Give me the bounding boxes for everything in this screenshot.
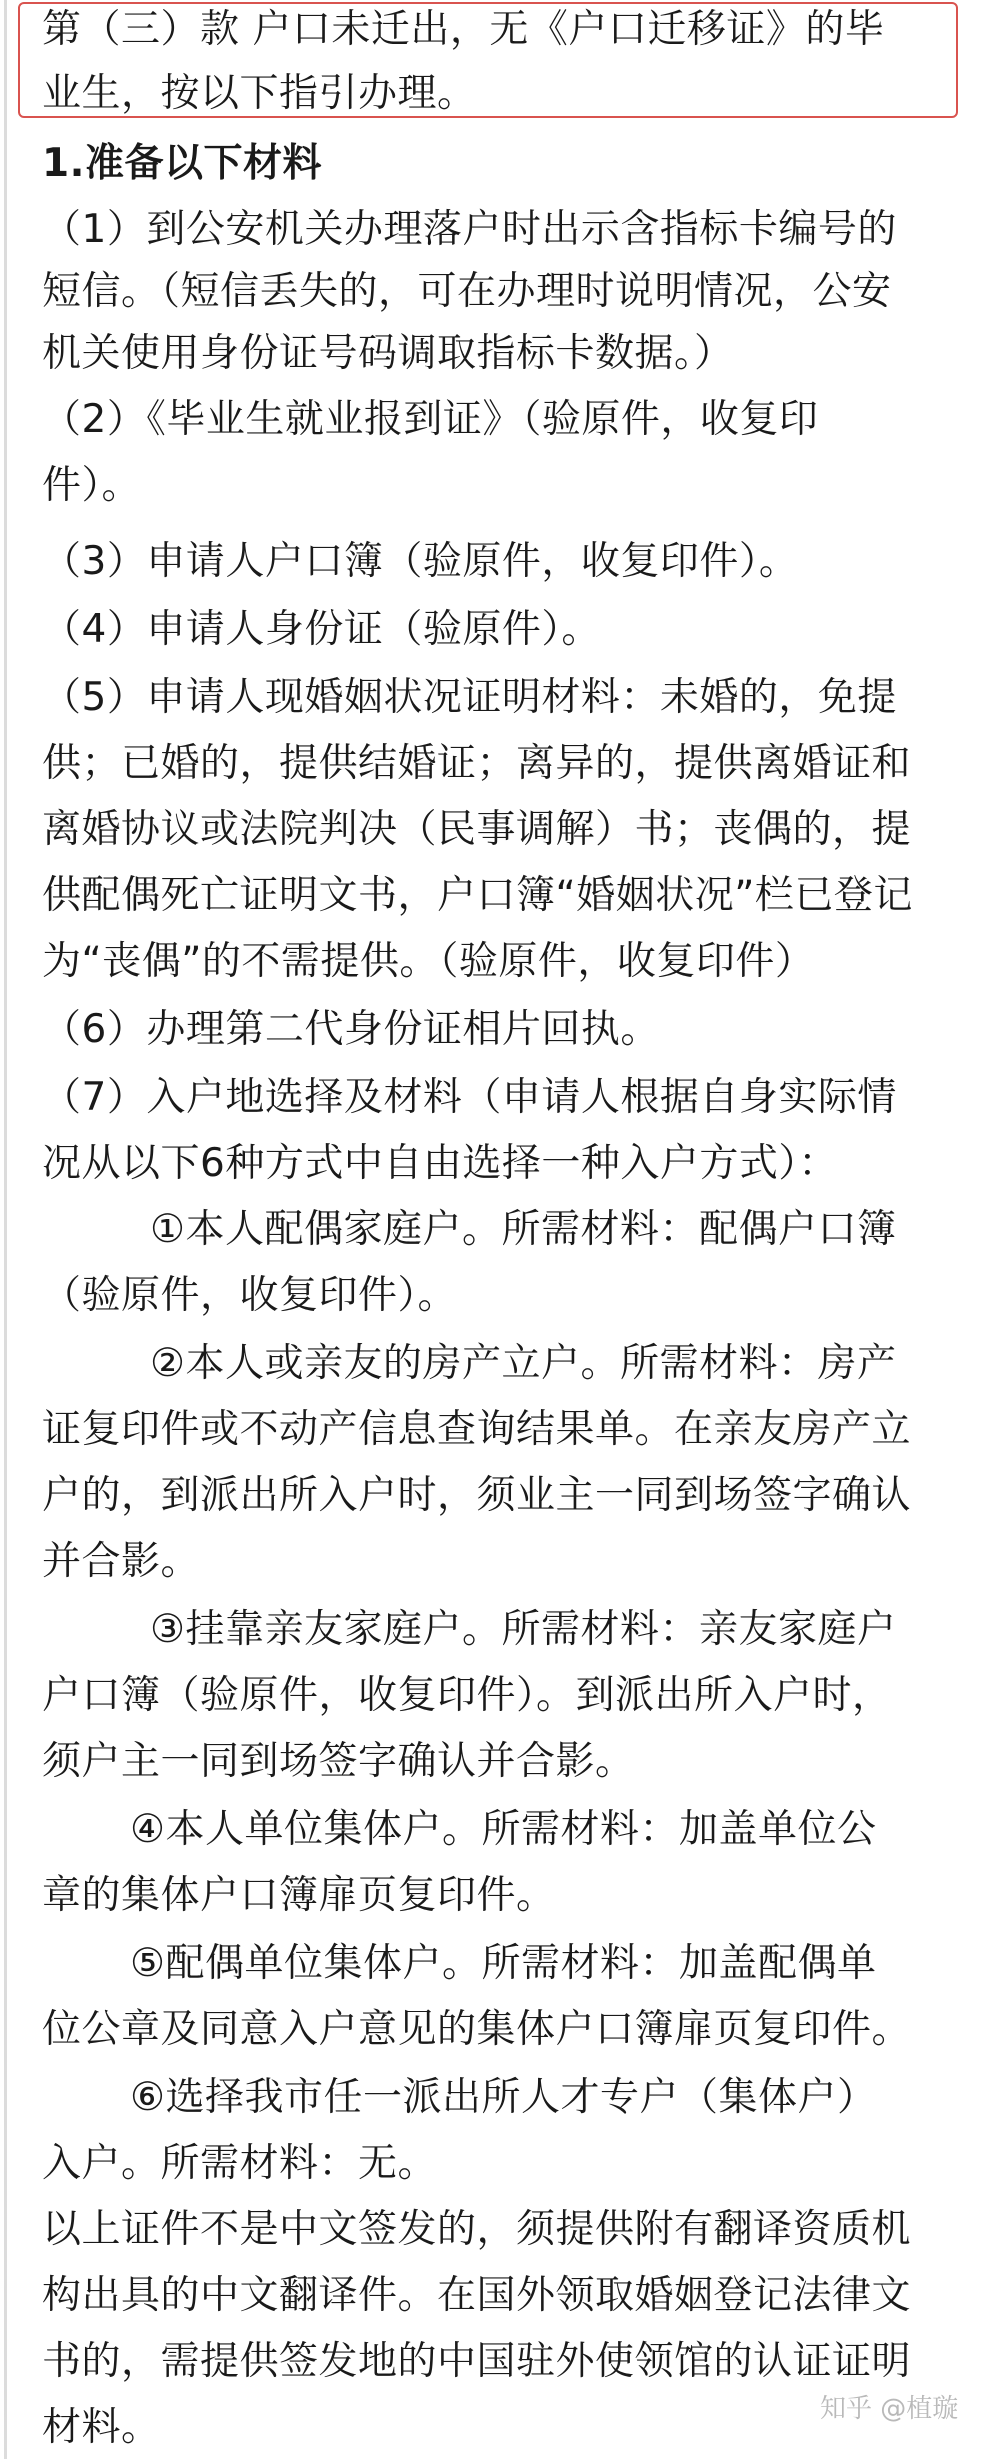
option-6-line-2: 入户。所需材料：无。 <box>42 2141 438 2186</box>
option-3-line-1: ③挂靠亲友家庭户。所需材料：亲友家庭户 <box>150 1607 897 1652</box>
option-3-line-2: 户口簿（验原件，收复印件）。到派出所入户时， <box>42 1673 892 1718</box>
footer-line-4: 材料。 <box>42 2405 161 2450</box>
option-2-line-1: ②本人或亲友的房产立户。所需材料：房产 <box>150 1341 897 1386</box>
option-1-line-1: ①本人配偶家庭户。所需材料：配偶户口簿 <box>150 1207 897 1252</box>
option-4-line-1: ④本人单位集体户。所需材料：加盖单位公 <box>130 1807 877 1852</box>
item-7-line-1: （7）入户地选择及材料（申请人根据自身实际情 <box>42 1075 897 1120</box>
section-title: 1.准备以下材料 <box>42 141 322 186</box>
source-watermark: 知乎 @植璇 <box>820 2394 959 2424</box>
option-6-line-1: ⑥选择我市任一派出所人才专户（集体户） <box>130 2075 877 2120</box>
option-1-line-2: （验原件，收复印件）。 <box>42 1273 458 1318</box>
item-1-line-3: 机关使用身份证号码调取指标卡数据。） <box>42 331 734 376</box>
option-4-line-2: 章的集体户口簿扉页复印件。 <box>42 1873 556 1918</box>
footer-line-2: 构出具的中文翻译件。在国外领取婚姻登记法律文 <box>42 2273 912 2318</box>
footer-line-3: 书的，需提供签发地的中国驻外使领馆的认证证明 <box>42 2339 912 2384</box>
footer-line-1: 以上证件不是中文签发的，须提供附有翻译资质机 <box>42 2207 912 2252</box>
item-5-line-5: 为“丧偶”的不需提供。（验原件，收复印件） <box>42 939 815 984</box>
heading-line-2: 业生，按以下指引办理。 <box>42 71 477 116</box>
item-5-line-2: 供；已婚的，提供结婚证；离异的，提供离婚证和 <box>42 741 912 786</box>
option-3-line-3: 须户主一同到场签字确认并合影。 <box>42 1739 635 1784</box>
item-4-line-1: （4）申请人身份证（验原件）。 <box>42 607 601 652</box>
option-2-line-2: 证复印件或不动产信息查询结果单。在亲友房产立 <box>42 1407 912 1452</box>
item-6-line-1: （6）办理第二代身份证相片回执。 <box>42 1007 660 1052</box>
option-2-line-4: 并合影。 <box>42 1539 201 1584</box>
item-1-line-1: （1）到公安机关办理落户时出示含指标卡编号的 <box>42 207 897 252</box>
item-5-line-4: 供配偶死亡证明文书，户口簿“婚姻状况”栏已登记 <box>42 873 913 918</box>
item-7-line-2: 况从以下6种方式中自由选择一种入户方式）： <box>42 1141 838 1186</box>
item-2-line-2: 件）。 <box>42 463 142 508</box>
option-2-line-3: 户的，到派出所入户时，须业主一同到场签字确认 <box>42 1473 912 1518</box>
item-5-line-3: 离婚协议或法院判决（民事调解）书；丧偶的，提 <box>42 807 912 852</box>
heading-line-1: 第（三）款 户口未迁出，无《户口迁移证》的毕 <box>42 7 885 52</box>
item-2-line-1: （2）《毕业生就业报到证》（验原件，收复印 <box>42 397 819 442</box>
option-5-line-2: 位公章及同意入户意见的集体户口簿扉页复印件。 <box>42 2007 912 2052</box>
option-5-line-1: ⑤配偶单位集体户。所需材料：加盖配偶单 <box>130 1941 877 1986</box>
item-5-line-1: （5）申请人现婚姻状况证明材料：未婚的，免提 <box>42 675 897 720</box>
item-1-line-2: 短信。（短信丢失的，可在办理时说明情况，公安 <box>42 269 892 314</box>
item-3-line-1: （3）申请人户口簿（验原件，收复印件）。 <box>42 539 799 584</box>
